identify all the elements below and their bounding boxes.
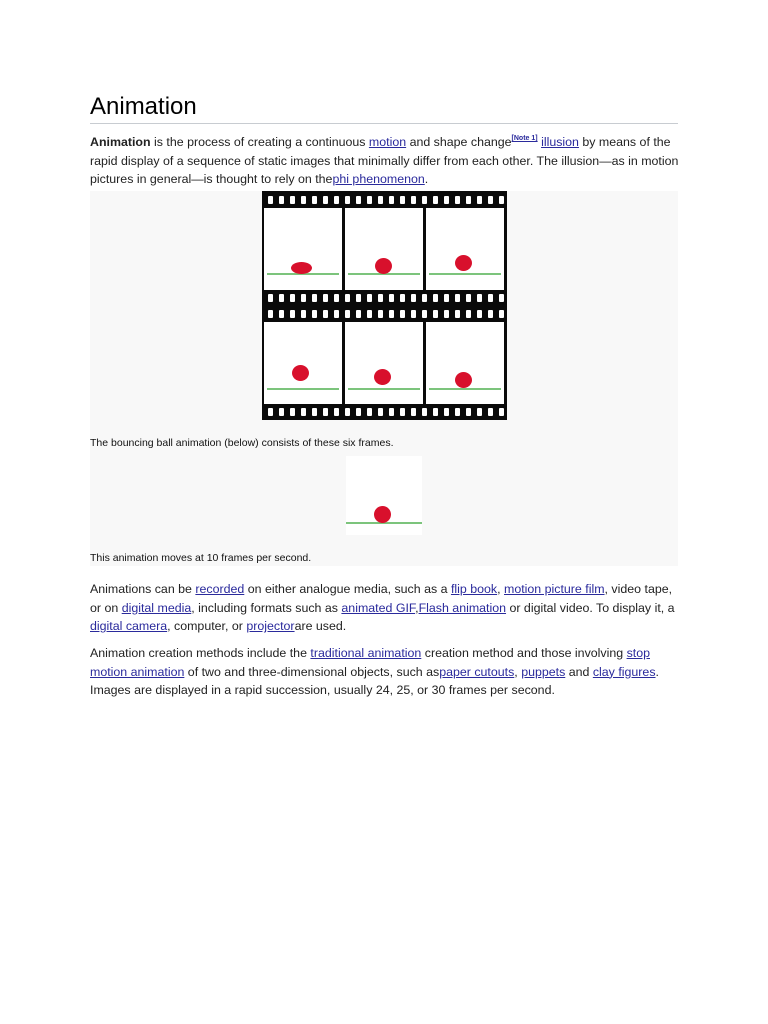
para2-text-8: , computer, or	[167, 619, 247, 634]
sprocket-hole	[466, 310, 471, 318]
ball	[292, 365, 309, 381]
sprocket-hole	[400, 294, 405, 302]
link-stop-motion-animation[interactable]: stop motion animation	[90, 646, 650, 679]
sprocket-hole	[389, 310, 394, 318]
sprocket-hole	[378, 310, 383, 318]
para3-text-3: of two and three-dimensional objects, such as	[184, 664, 440, 679]
sprocket-hole	[268, 196, 273, 204]
ground-line	[348, 388, 420, 390]
sprocket-hole	[356, 294, 361, 302]
sprocket-hole	[455, 310, 460, 318]
link-motion-picture-film[interactable]: motion picture film	[504, 582, 605, 596]
sprocket-hole	[323, 294, 328, 302]
para3-text-1: Animation creation methods include the	[90, 646, 311, 660]
sprocket-hole	[422, 196, 427, 204]
link-animated-gif[interactable]: animated GIF	[341, 600, 416, 615]
sprocket-hole	[455, 196, 460, 204]
ball	[291, 262, 312, 274]
sprocket-hole	[312, 196, 317, 204]
sprocket-hole	[444, 408, 449, 416]
sprocket-hole	[444, 196, 449, 204]
sprocket-hole	[389, 196, 394, 204]
sprocket-hole	[411, 310, 416, 318]
sprocket-hole	[334, 196, 339, 204]
ball	[455, 255, 472, 271]
frame-1	[264, 208, 342, 290]
sprocket-hole	[378, 196, 383, 204]
sprocket-hole	[334, 294, 339, 302]
sprocket-hole	[466, 294, 471, 302]
frame-2	[345, 208, 423, 290]
sprocket-hole	[345, 196, 350, 204]
para2-text-1: Animations can be	[90, 582, 196, 596]
sprocket-hole	[279, 294, 284, 302]
para2-text-2: on either analogue media, such as a	[244, 582, 451, 596]
sprocket-hole	[323, 310, 328, 318]
sprocket-hole	[389, 408, 394, 416]
sprocket-hole	[477, 294, 482, 302]
frame-6	[426, 322, 504, 404]
sprocket-hole	[323, 196, 328, 204]
sprocket-hole	[334, 310, 339, 318]
sprocket-hole	[367, 294, 372, 302]
figure-caption-speed: This animation moves at 10 frames per second.	[90, 552, 312, 564]
ball	[375, 258, 392, 274]
sprocket-hole	[356, 196, 361, 204]
sprocket-hole	[411, 294, 416, 302]
sprocket-hole	[301, 196, 306, 204]
sprocket-hole	[499, 310, 504, 318]
sprocket-hole	[444, 294, 449, 302]
para2-text-9: are used.	[294, 619, 347, 634]
para3-text-4: ,	[514, 664, 522, 679]
sprocket-hole	[279, 408, 284, 416]
sprocket-hole	[290, 408, 295, 416]
sprocket-hole	[433, 294, 438, 302]
link-flash-animation[interactable]: Flash animation	[418, 600, 507, 615]
para2-text-6: ,	[415, 600, 419, 615]
ball	[374, 369, 391, 385]
sprocket-hole	[367, 196, 372, 204]
figure-caption-frames: The bouncing ball animation (below) consists of these six frames.	[90, 437, 394, 449]
methods-paragraph	[90, 644, 680, 700]
sprocket-hole	[400, 196, 405, 204]
sprocket-hole	[301, 310, 306, 318]
link-digital-media[interactable]: digital media	[121, 600, 192, 615]
para3-text-5: and	[565, 664, 593, 679]
link-projector[interactable]: projector	[246, 619, 295, 634]
para2-text-3: ,	[497, 582, 504, 596]
footnote-link[interactable]: [Note 1]	[511, 135, 538, 142]
sprocket-hole	[312, 294, 317, 302]
sprocket-hole	[433, 310, 438, 318]
sprocket-hole	[290, 310, 295, 318]
sprocket-hole	[290, 294, 295, 302]
sprocket-hole	[477, 310, 482, 318]
link-phi-phenomenon[interactable]: phi phenomenon	[332, 172, 425, 187]
link-puppets[interactable]: puppets	[521, 664, 566, 679]
bouncing-ball-animation	[346, 456, 422, 535]
link-recorded[interactable]: recorded	[195, 582, 245, 596]
intro-text-5: .	[424, 172, 429, 187]
sprocket-hole	[455, 408, 460, 416]
sprocket-hole	[444, 310, 449, 318]
sprocket-row-top	[262, 191, 507, 208]
sprocket-hole	[499, 196, 504, 204]
intro-text-4: by means of the rapid display of a sequence of static images that minimally differ from each other. The illusion—as in motion pictures in general—is thought to rely on the	[90, 135, 679, 187]
bold-term: Animation	[90, 135, 151, 149]
sprocket-hole	[488, 294, 493, 302]
link-illusion[interactable]: illusion	[541, 135, 579, 149]
sprocket-hole	[466, 408, 471, 416]
sprocket-hole	[356, 310, 361, 318]
sprocket-hole	[378, 408, 383, 416]
sprocket-hole	[477, 196, 482, 204]
intro-text-1: is the process of creating a continuous	[150, 135, 369, 149]
link-digital-camera[interactable]: digital camera	[90, 619, 168, 634]
sprocket-row-bottom	[262, 403, 507, 420]
figure-box	[90, 191, 678, 566]
para3-text-6: . Images are displayed in a rapid succession, usually 24, 25, or 30 frames per second.	[90, 664, 659, 698]
sprocket-hole	[268, 294, 273, 302]
footnote-ref	[512, 135, 538, 142]
sprocket-hole	[422, 294, 427, 302]
sprocket-hole	[466, 196, 471, 204]
sprocket-hole	[378, 294, 383, 302]
frame-3	[426, 208, 504, 290]
filmstrip-image	[262, 191, 507, 420]
frame-4	[264, 322, 342, 404]
sprocket-hole	[367, 408, 372, 416]
sprocket-hole	[488, 196, 493, 204]
sprocket-hole	[488, 408, 493, 416]
link-flip-book[interactable]: flip book	[450, 582, 498, 596]
link-traditional-animation[interactable]: traditional animation	[310, 646, 422, 660]
ball	[374, 506, 391, 523]
sprocket-hole	[422, 310, 427, 318]
sprocket-hole	[279, 196, 284, 204]
sprocket-hole	[312, 310, 317, 318]
sprocket-hole	[345, 408, 350, 416]
sprocket-hole	[301, 294, 306, 302]
sprocket-hole	[323, 408, 328, 416]
intro-text-2: and shape change	[406, 135, 512, 149]
sprocket-hole	[433, 408, 438, 416]
ball	[455, 372, 472, 388]
link-clay-figures[interactable]: clay figures	[592, 664, 656, 679]
sprocket-hole	[477, 408, 482, 416]
sprocket-hole	[433, 196, 438, 204]
ground-line	[429, 273, 501, 275]
sprocket-hole	[488, 310, 493, 318]
sprocket-hole	[411, 408, 416, 416]
sprocket-hole	[345, 310, 350, 318]
intro-paragraph	[90, 130, 680, 189]
sprocket-hole	[268, 408, 273, 416]
ground-line	[429, 388, 501, 390]
frame-5	[345, 322, 423, 404]
sprocket-row-middle-2	[262, 305, 507, 322]
sprocket-hole	[455, 294, 460, 302]
sprocket-hole	[411, 196, 416, 204]
sprocket-hole	[356, 408, 361, 416]
sprocket-hole	[301, 408, 306, 416]
sprocket-hole	[389, 294, 394, 302]
sprocket-hole	[499, 408, 504, 416]
sprocket-hole	[422, 408, 427, 416]
para3-text-2: creation method and those involving	[421, 646, 627, 660]
link-paper-cutouts[interactable]: paper cutouts	[439, 664, 515, 679]
sprocket-hole	[400, 310, 405, 318]
sprocket-hole	[334, 408, 339, 416]
sprocket-hole	[279, 310, 284, 318]
sprocket-hole	[290, 196, 295, 204]
recording-paragraph	[90, 580, 680, 636]
page-title: Animation	[90, 93, 678, 124]
sprocket-hole	[400, 408, 405, 416]
sprocket-hole	[312, 408, 317, 416]
para2-text-4: , video tape, or on	[90, 582, 673, 615]
ground-line	[267, 388, 339, 390]
link-motion[interactable]: motion	[368, 135, 407, 149]
sprocket-hole	[499, 294, 504, 302]
para2-text-5: , including formats such as	[191, 600, 342, 615]
sprocket-hole	[367, 310, 372, 318]
para2-text-7: or digital video. To display it, a	[506, 600, 675, 615]
sprocket-row-middle-1	[262, 289, 507, 306]
sprocket-hole	[268, 310, 273, 318]
sprocket-hole	[345, 294, 350, 302]
